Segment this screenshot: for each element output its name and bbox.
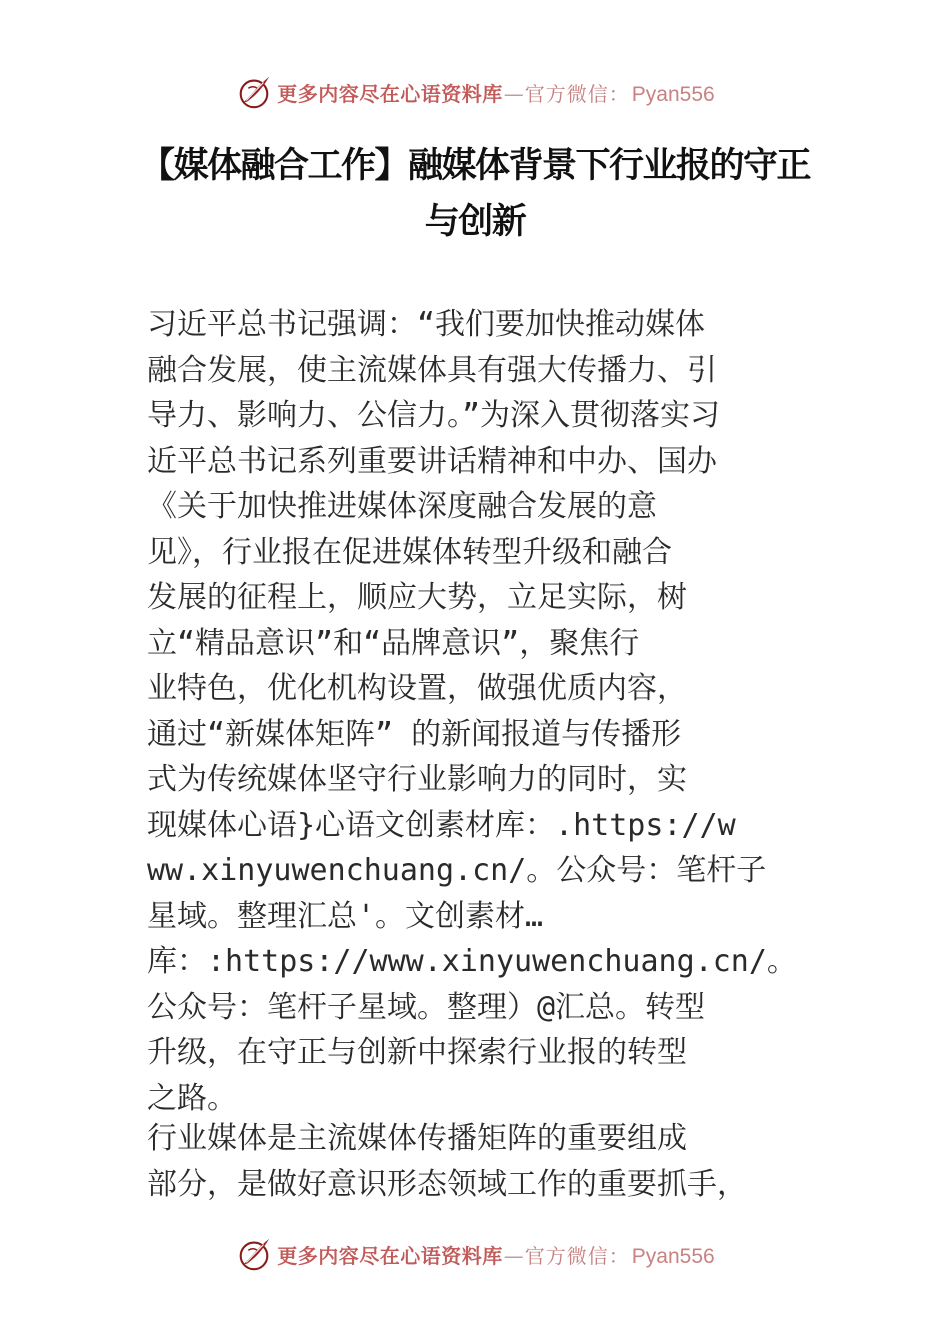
header-banner xyxy=(0,72,950,112)
text-line: 业特色，优化机构设置，做强优质内容， xyxy=(147,671,687,706)
text-line: 近平总书记系列重要讲话精神和中办、国办 xyxy=(147,443,717,479)
text-line: 公众号：笔杆子星域。整理）@汇总。转型 xyxy=(147,989,706,1025)
text-line: 升级，在守正与创新中探索行业报的转型 xyxy=(147,1035,687,1070)
text-line: 立“精品意识”和“品牌意识”，聚焦行 xyxy=(147,625,640,661)
quill-logo-icon xyxy=(235,1235,273,1273)
text-line: 星域。整理汇总'。文创素材… xyxy=(147,898,544,934)
footer-banner xyxy=(0,1234,950,1274)
title-line: 与创新 xyxy=(424,202,526,242)
banner-slogan: 更多内容尽在心语资料库 xyxy=(277,81,503,106)
text-line: 导力、影响力、公信力。”为深入贯彻落实习 xyxy=(147,398,721,433)
text-line: 见》，行业报在促进媒体转型升级和融合 xyxy=(147,534,672,570)
banner-dash: — xyxy=(503,1243,524,1268)
text-line: 融合发展，使主流媒体具有强大传播力、引 xyxy=(147,352,717,388)
title-line: 【媒体融合工作】融媒体背景下行业报的守正 xyxy=(139,146,810,186)
banner-wechat-id: Pyan556 xyxy=(631,1244,715,1268)
banner-dash: — xyxy=(503,81,524,106)
text-line: 通过“新媒体矩阵” 的新闻报道与传播形 xyxy=(147,716,682,752)
document-title xyxy=(120,138,830,250)
text-line: 之路。 xyxy=(147,1080,237,1116)
text-line: 库：:https://www.xinyuwenchuang.cn/。 xyxy=(147,944,797,979)
banner-slogan: 更多内容尽在心语资料库 xyxy=(277,1243,503,1268)
banner-wechat-id: Pyan556 xyxy=(631,82,715,106)
text-line: 行业媒体是主流媒体传播矩阵的重要组成 xyxy=(147,1121,687,1156)
text-line: 《关于加快推进媒体深度融合发展的意 xyxy=(147,489,657,524)
text-line: 发展的征程上，顺应大势，立足实际，树 xyxy=(147,580,687,615)
text-line: ww.xinyuwenchuang.cn/。公众号：笔杆子 xyxy=(147,853,767,888)
body-paragraph-2 xyxy=(147,1116,827,1207)
text-line: 习近平总书记强调：“我们要加快推动媒体 xyxy=(147,307,706,342)
quill-logo-icon xyxy=(235,73,273,111)
banner-wechat-label: 官方微信： xyxy=(524,81,630,106)
text-line: 现媒体心语}心语文创素材库：.https://w xyxy=(147,807,736,843)
text-line: 式为传统媒体坚守行业影响力的同时，实 xyxy=(147,762,687,797)
banner-wechat-label: 官方微信： xyxy=(524,1243,630,1268)
text-line: 部分，是做好意识形态领域工作的重要抓手， xyxy=(147,1166,747,1202)
banner-text xyxy=(277,78,714,107)
banner-text xyxy=(277,1240,714,1269)
body-paragraph-1 xyxy=(147,302,827,1121)
